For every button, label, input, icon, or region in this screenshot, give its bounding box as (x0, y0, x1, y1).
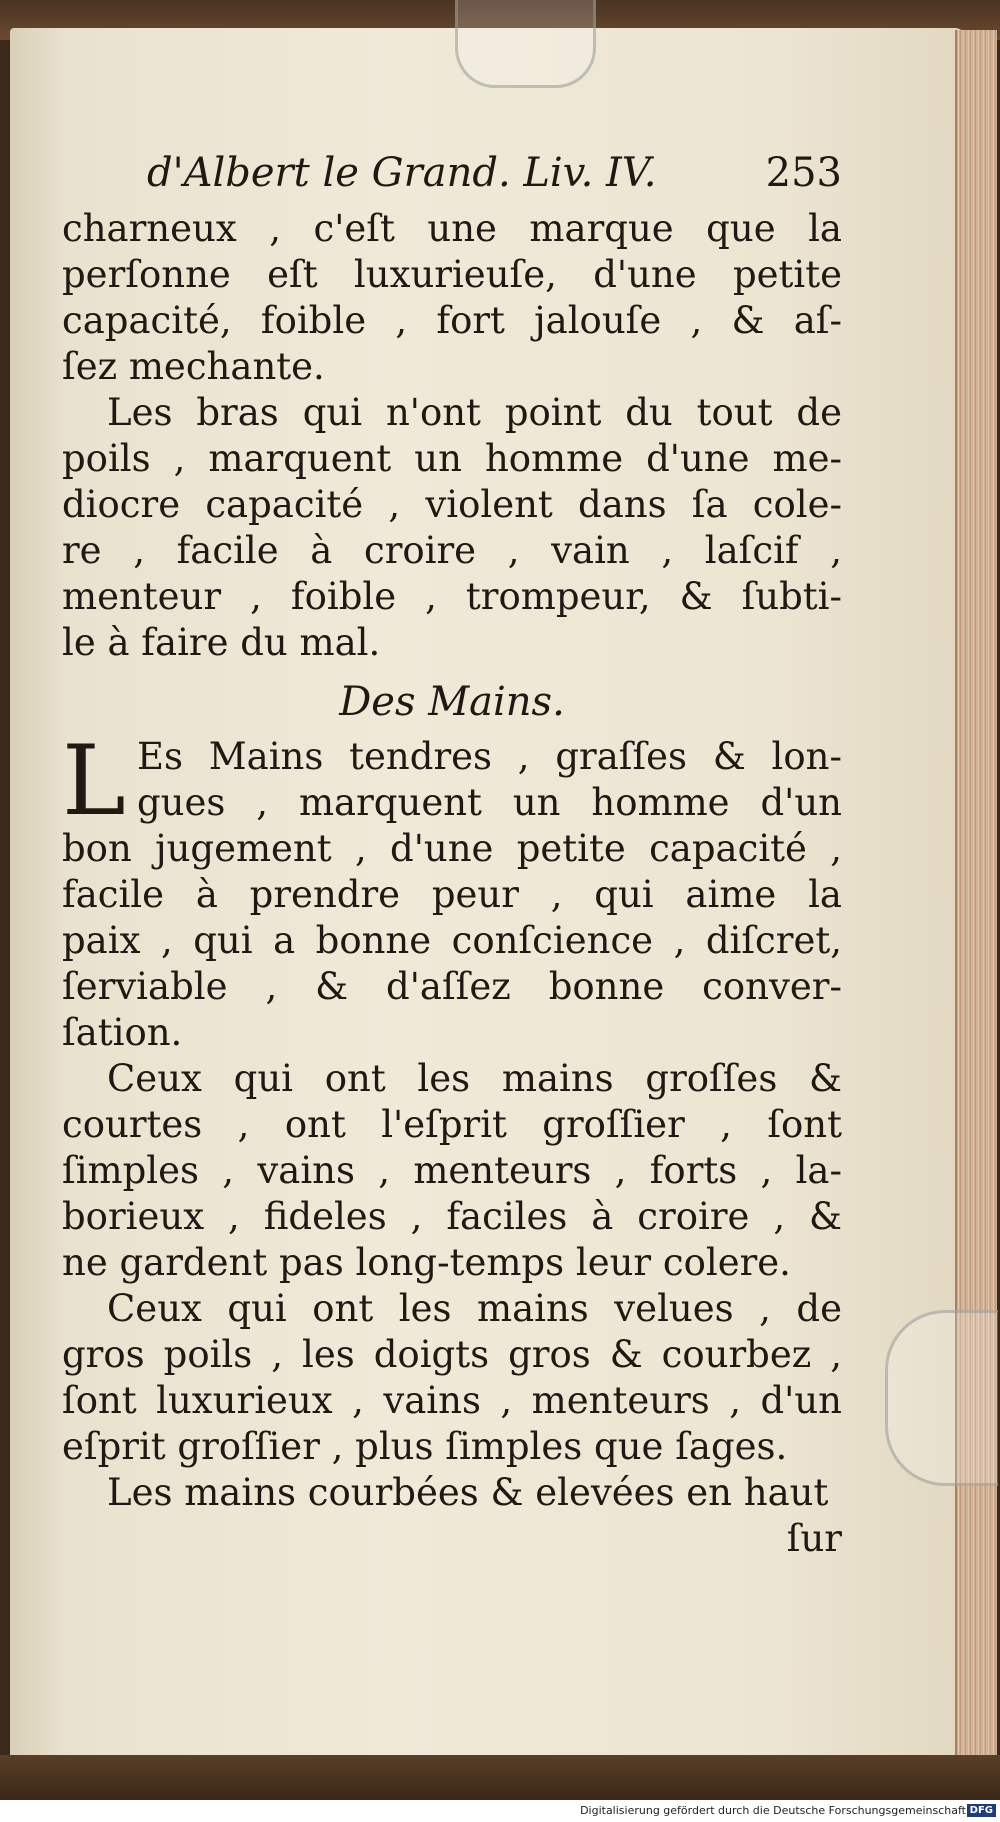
text-line: ne gardent pas long-temps leur colere. (62, 1241, 791, 1284)
text-line: borieux , fideles , faciles à croire , & (62, 1195, 842, 1238)
text-line: le à faire du mal. (62, 621, 381, 664)
catchword: ſur (786, 1517, 842, 1560)
text-line: gues , marquent un homme d'un (137, 781, 842, 824)
text-line: Ceux qui ont les mains groſſes & (107, 1057, 842, 1100)
text-line: Les bras qui n'ont point du tout de (107, 391, 842, 434)
text-line: ſerviable , & d'aſſez bonne conver- (62, 965, 842, 1008)
running-header (62, 150, 842, 202)
dfg-logo: DFG (967, 1804, 996, 1817)
paragraph-5 (62, 1286, 842, 1470)
page-text (62, 150, 842, 1562)
text-line: courtes , ont l'eſprit groſſier , ſont (62, 1103, 842, 1146)
paragraph-4 (62, 1056, 842, 1286)
text-line: diocre capacité , violent dans ſa cole- (62, 483, 842, 526)
page-edges (955, 30, 997, 1760)
text-line: facile à prendre peur , qui aime la (62, 873, 842, 916)
text-line: bon jugement , d'une petite capacité , (62, 827, 842, 870)
paragraph-2 (62, 390, 842, 666)
text-line: charneux , c'eſt une marque que la (62, 207, 842, 250)
text-line: eſprit groſſier , plus ſimples que ſages. (62, 1425, 788, 1468)
text-line: ſez mechante. (62, 345, 325, 388)
text-line: ſont luxurieux , vains , menteurs , d'un (62, 1379, 842, 1422)
section-title: Des Mains. (339, 679, 565, 725)
text-line: Es Mains tendres , graſſes & lon- (137, 735, 842, 778)
page-clip-right (885, 1310, 998, 1486)
book-cover-bottom (0, 1755, 1000, 1800)
drop-cap: L (62, 725, 126, 837)
page-number: 253 (765, 150, 842, 196)
text-line: perſonne eſt luxurieuſe, d'une petite (62, 253, 842, 296)
text-line: capacité, foible , fort jalouſe , & aſ- (62, 299, 842, 342)
paragraph-6 (62, 1470, 842, 1516)
text-line: gros poils , les doigts gros & courbez , (62, 1333, 842, 1376)
text-line: Les mains courbées & elevées en haut (107, 1471, 829, 1514)
text-line: poils , marquent un homme d'une me- (62, 437, 842, 480)
funding-credit: Digitalisierung gefördert durch die Deutsche Forschungsgemeinschaft (580, 1804, 966, 1817)
text-line: ſimples , vains , menteurs , forts , la- (62, 1149, 842, 1192)
text-line: paix , qui a bonne conſcience , diſcret, (62, 919, 842, 962)
paragraph-3 (62, 725, 842, 1056)
page-clip-top (455, 0, 596, 88)
running-title: d'Albert le Grand. Liv. IV. (147, 150, 657, 196)
text-line: re , facile à croire , vain , laſcif , (62, 529, 842, 572)
digitization-footer (0, 1800, 1000, 1822)
text-line: menteur , foible , trompeur, & ſubti- (62, 575, 842, 618)
text-line: ſation. (62, 1011, 183, 1054)
text-line: Ceux qui ont les mains velues , de (107, 1287, 842, 1330)
paragraph-1 (62, 206, 842, 390)
